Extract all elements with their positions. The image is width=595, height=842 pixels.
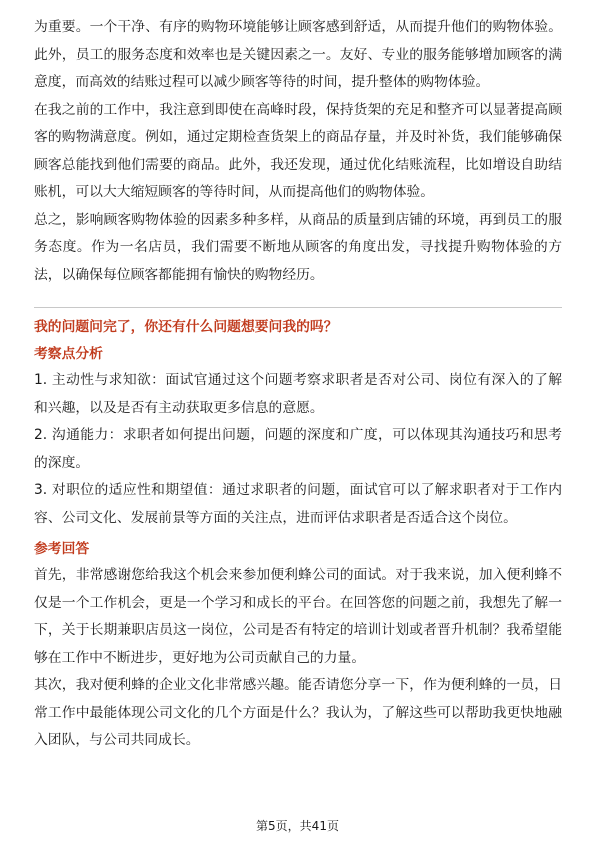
analysis-item-3: 3. 对职位的适应性和期望值：通过求职者的问题，面试官可以了解求职者对于工作内容、公司文化、发展前景等方面的关注点，进而评估求职者是否适合这个岗位。 [34, 482, 562, 526]
analysis-item-1: 1. 主动性与求知欲：面试官通过这个问题考察求职者是否对公司、岗位有深入的了解和兴趣，以及是否有主动获取更多信息的意愿。 [34, 372, 562, 416]
page-number: 第5页，共41页 [256, 819, 339, 833]
reference-paragraph-2: 其次，我对便利蜂的企业文化非常感兴趣。能否请您分享一下，作为便利蜂的一员，日常工作中最能体现公司文化的几个方面是什么？我认为，了解这些可以帮助我更快地融入团队，与公司共同成长。 [34, 677, 562, 748]
intro-paragraph-2: 在我之前的工作中，我注意到即使在高峰时段，保持货架的充足和整齐可以显著提高顾客的购物满意度。例如，通过定期检查货架上的商品存量，并及时补货，我们能够确保顾客总能找到他们需要的商品。此外，我还发现，通过优化结账流程，比如增设自助结账机，可以大大缩短顾客的等待时间，从而提高他们的购物体验。 [34, 101, 562, 200]
reference-paragraph-1: 首先，非常感谢您给我这个机会来参加便利蜂公司的面试。对于我来说，加入便利蜂不仅是一个工作机会，更是一个学习和成长的平台。在回答您的问题之前，我想先了解一下，关于长期兼职店员这一岗位，公司是否有特定的培训计划或者晋升机制？我希望能够在工作中不断进步，更好地为公司贡献自己的力量。 [34, 567, 562, 666]
analysis-item-2: 2. 沟通能力：求职者如何提出问题，问题的深度和广度，可以体现其沟通技巧和思考的深度。 [34, 427, 562, 471]
intro-paragraph-3: 总之，影响顾客购物体验的因素多种多样，从商品的质量到店铺的环境，再到员工的服务态度。作为一名店员，我们需要不断地从顾客的角度出发，寻找提升购物体验的方法，以确保每位顾客都能拥有愉快的购物经历。 [34, 211, 562, 283]
intro-paragraph-1: 为重要。一个干净、有序的购物环境能够让顾客感到舒适，从而提升他们的购物体验。此外，员工的服务态度和效率也是关键因素之一。友好、专业的服务能够增加顾客的满意度，而高效的结账过程可以减少顾客等待的时间，提升整体的购物体验。 [34, 19, 562, 90]
analysis-title: 考察点分析 [34, 346, 103, 362]
section-divider [34, 307, 562, 308]
question-heading: 我的问题问完了，你还有什么问题想要问我的吗？ [34, 319, 338, 335]
document-page [34, 14, 562, 755]
reference-title: 参考回答 [34, 541, 90, 557]
